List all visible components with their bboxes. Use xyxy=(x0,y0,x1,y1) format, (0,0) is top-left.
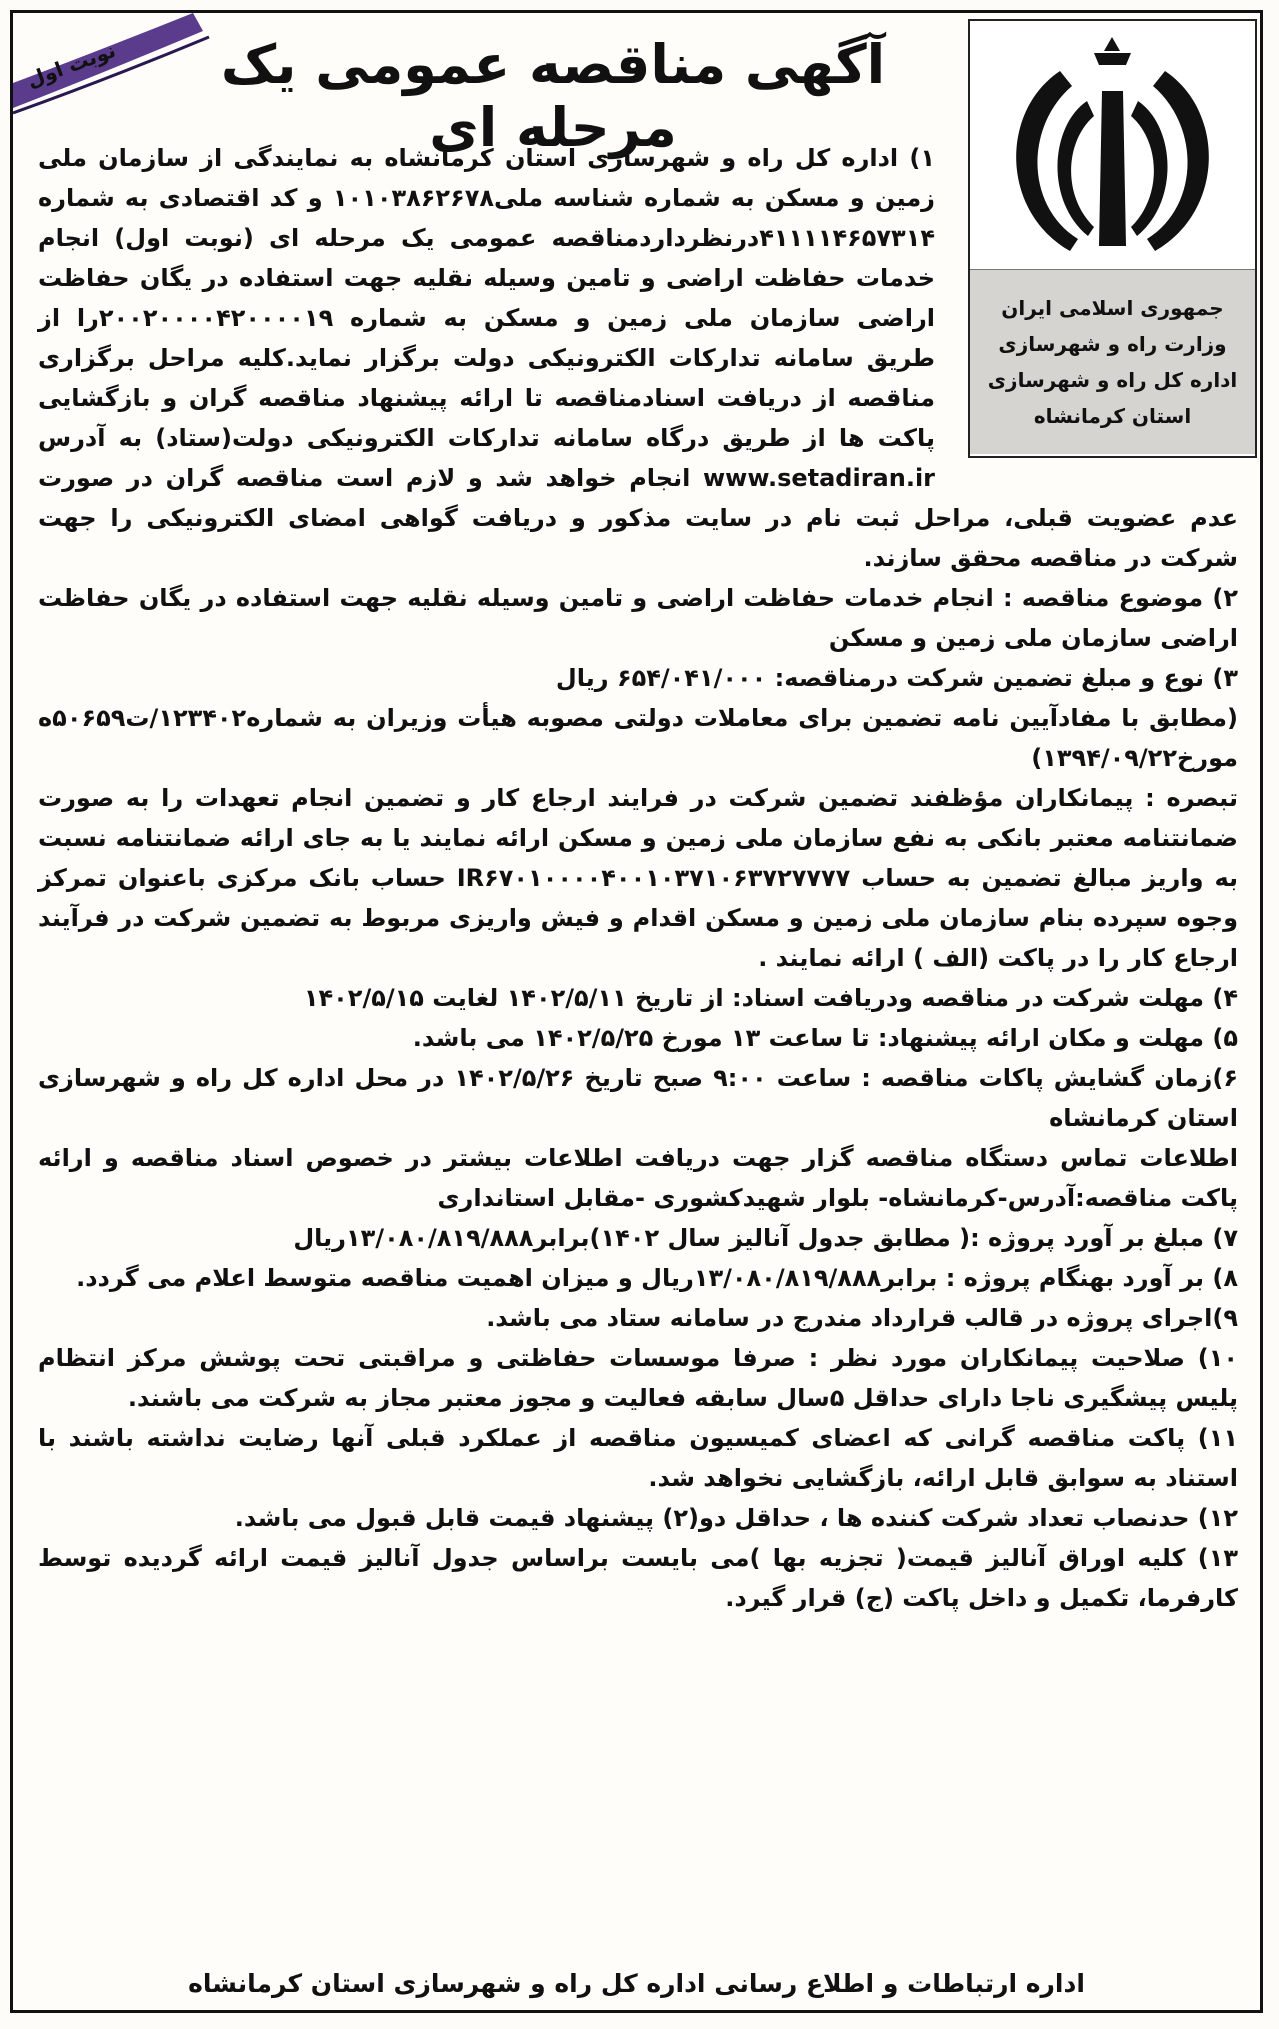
item-3: ۳) نوع و مبلغ تضمین شرکت درمناقصه: ۶۵۴/۰۴۱/۰۰۰ ریال xyxy=(555,664,1238,692)
contact-info: اطلاعات تماس دستگاه مناقصه گزار جهت دریافت اطلاعات بیشتر در خصوص اسناد مناقصه و ارائه پاکت مناقصه:آدرس-کرمانشاه- بلوار شهیدکشوری -مقابل استانداری xyxy=(38,1144,1238,1212)
logo-line-1: جمهوری اسلامی ایران xyxy=(1001,296,1224,320)
item-3-note: (مطابق با مفادآیین نامه تضمین برای معاملات دولتی مصوبه هیأت وزیران به شماره۱۲۳۴۰۲/ت۵۰۶۵۹ه مورخ۱۳۹۴/۰۹/۲۲) xyxy=(38,704,1238,772)
logo-line-2: وزارت راه و شهرسازی xyxy=(998,332,1227,356)
item-6: ۶)زمان گشایش پاکات مناقصه : ساعت ۹:۰۰ صبح تاریخ ۱۴۰۲/۵/۲۶ در محل اداره کل راه و شهرسازی استان کرمانشاه xyxy=(38,1064,1239,1132)
item-11: ۱۱) پاکت مناقصه گرانی که اعضای کمیسیون مناقصه از عملکرد قبلی آنها رضایت نداشته باشند با استناد به سوابق قابل ارائه، بازگشایی نخواهد شد. xyxy=(38,1424,1238,1492)
page-title: آگهی مناقصه عمومی یک مرحله ای xyxy=(220,33,886,159)
item-13: ۱۳) کلیه اوراق آنالیز قیمت( تجزیه بها )می بایست براساس جدول آنالیز قیمت ارائه گردیده توسط کارفرما، تکمیل و داخل پاکت (ج) قرار گیرد. xyxy=(38,1544,1238,1612)
item-note: تبصره : پیمانکاران مؤظفند تضمین شرکت در فرایند ارجاع کار و تضمین انجام تعهدات را به صورت ضمانتنامه معتبر بانکی به نفع سازمان ملی زمین و مسکن ارائه نمایند یا به جای ارائه ضمانتنامه نسبت به واریز مبالغ تضمین به حساب IR۶۷۰۱۰۰۰۰۴۰۰۱۰۳۷۱۰۶۳۷۲۷۷۷۷ حساب بانک مرکزی باعنوان تمرکز وجوه سپرده بنام سازمان ملی زمین و مسکن اقدام و فیش واریزی مربوط به تضمین شرکت در فرآیند ارجاع کار را در پاکت (الف ) ارائه نمایند . xyxy=(38,784,1239,972)
item-12: ۱۲) حدنصاب تعداد شرکت کننده ها ، حداقل دو(۲) پیشنهاد قیمت قابل قبول می باشد. xyxy=(234,1504,1238,1532)
logo-line-3: اداره کل راه و شهرسازی xyxy=(987,368,1238,392)
item-8: ۸) بر آورد بهنگام پروژه : برابر۱۳/۰۸۰/۸۱۹/۸۸۸ریال و میزان اهمیت مناقصه متوسط اعلام می گردد. xyxy=(76,1264,1238,1292)
ribbon xyxy=(13,13,213,123)
notice-body xyxy=(38,138,1238,1618)
ribbon-label: نوبت اول xyxy=(23,37,119,93)
item-9: ۹)اجرای پروژه در قالب قرارداد مندرج در سامانه ستاد می باشد. xyxy=(486,1304,1238,1332)
notice-page xyxy=(10,10,1263,2013)
item-1: ۱) اداره کل راه و شهرسازی استان کرمانشاه به نمایندگی از سازمان ملی زمین و مسکن به شماره شناسه ملی۱۰۱۰۳۸۶۲۶۷۸ و کد اقتصادی به شماره ۴۱۱۱۱۴۶۵۷۳۱۴درنظرداردمناقصه عمومی یک مرحله ای (نوبت اول) انجام خدمات حفاظت اراضی و تامین وسیله نقلیه جهت استفاده در یگان حفاظت اراضی سازمان ملی زمین و مسکن به شماره ۲۰۰۲۰۰۰۰۴۲۰۰۰۰۱۹را از طریق سامانه تدارکات الکترونیکی دولت برگزار نماید.کلیه مراحل برگزاری مناقصه از دریافت اسنادمناقصه تا ارائه پیشنهاد مناقصه گران و بازگشایی پاکت ها از طریق درگاه سامانه تدارکات الکترونیکی دولت(ستاد) به آدرس www.setadiran.ir انجام خواهد شد و لازم است مناقصه گران در صورت عدم عضویت قبلی، مراحل ثبت نام در سایت مذکور و دریافت گواهی امضای الکترونیکی را جهت شرکت در مناقصه محقق سازند. xyxy=(38,144,1238,572)
item-7: ۷) مبلغ بر آورد پروژه :( مطابق جدول آنالیز سال ۱۴۰۲)برابر۱۳/۰۸۰/۸۱۹/۸۸۸ریال xyxy=(293,1224,1238,1252)
item-2: ۲) موضوع مناقصه : انجام خدمات حفاظت اراضی و تامین وسیله نقلیه جهت استفاده در یگان حفاظت اراضی سازمان ملی زمین و مسکن xyxy=(38,584,1238,652)
logo-line-4: استان کرمانشاه xyxy=(1033,404,1192,428)
item-5: ۵) مهلت و مکان ارائه پیشنهاد: تا ساعت ۱۳ مورخ ۱۴۰۲/۵/۲۵ می باشد. xyxy=(412,1024,1238,1052)
logo-spacer xyxy=(953,138,1238,463)
item-4: ۴) مهلت شرکت در مناقصه ودریافت اسناد: از تاریخ ۱۴۰۲/۵/۱۱ لغایت ۱۴۰۲/۵/۱۵ xyxy=(303,984,1238,1012)
footer-signature: اداره ارتباطات و اطلاع رسانی اداره کل راه و شهرسازی استان کرمانشاه xyxy=(188,1969,1085,1998)
item-10: ۱۰) صلاحیت پیمانکاران مورد نظر : صرفا موسسات حفاظتی و مراقبتی تحت پوشش مرکز انتظام پلیس پیشگیری ناجا دارای حداقل ۵سال سابقه فعالیت و مجوز معتبر مجاز به شرکت می باشند. xyxy=(38,1344,1238,1412)
